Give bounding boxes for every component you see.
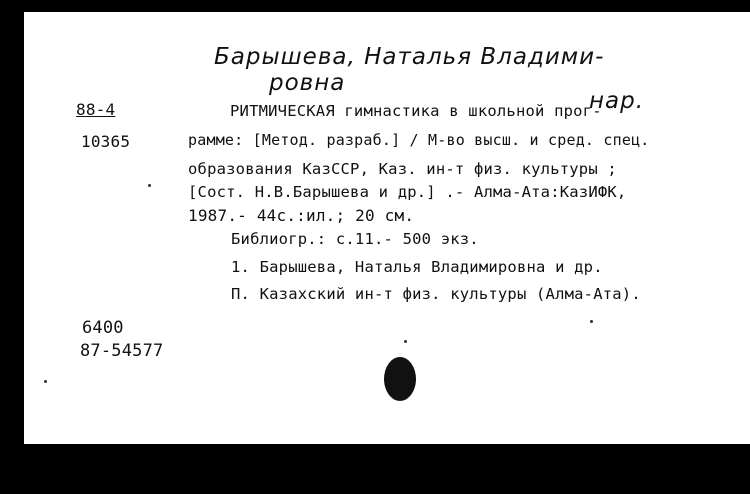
shelfmark-code-1: 88-4 (76, 100, 116, 119)
speck (44, 380, 47, 383)
entry-line-3: образования КазССР, Каз. ин-т физ. культуры ; (188, 160, 617, 178)
entry-line-5: 1987.- 44с.:ил.; 20 см. (188, 206, 415, 225)
speck (590, 320, 593, 323)
bottom-code-1: 6400 (82, 318, 124, 338)
punch-hole (384, 357, 416, 401)
handwritten-author-line-2: ровна (269, 70, 346, 96)
handwritten-author-line-2-end: нар. (589, 88, 645, 114)
entry-line-8: П. Казахский ин-т физ. культуры (Алма-Ата). (231, 285, 641, 303)
speck (148, 184, 151, 187)
entry-line-7: 1. Барышева, Наталья Владимировна и др. (231, 258, 603, 276)
entry-line-6: Библиогр.: с.11.- 500 экз. (231, 230, 479, 248)
handwritten-author-line-1: Барышева, Наталья Владими- (214, 44, 605, 70)
catalog-card (24, 12, 750, 444)
shelfmark-code-2: 10365 (81, 132, 131, 151)
entry-line-1: РИТМИЧЕСКАЯ гимнастика в школьной прог- (230, 102, 602, 120)
speck (404, 340, 407, 343)
scan-border-left (0, 0, 24, 494)
entry-line-4: [Сост. Н.В.Барышева и др.] .- Алма-Ата:КазИФК, (188, 183, 627, 201)
scan-border-bottom (0, 444, 750, 494)
bottom-code-2: 87-54577 (80, 341, 164, 361)
entry-line-2: рамме: [Метод. разраб.] / М-во высш. и сред. спец. (188, 131, 650, 149)
